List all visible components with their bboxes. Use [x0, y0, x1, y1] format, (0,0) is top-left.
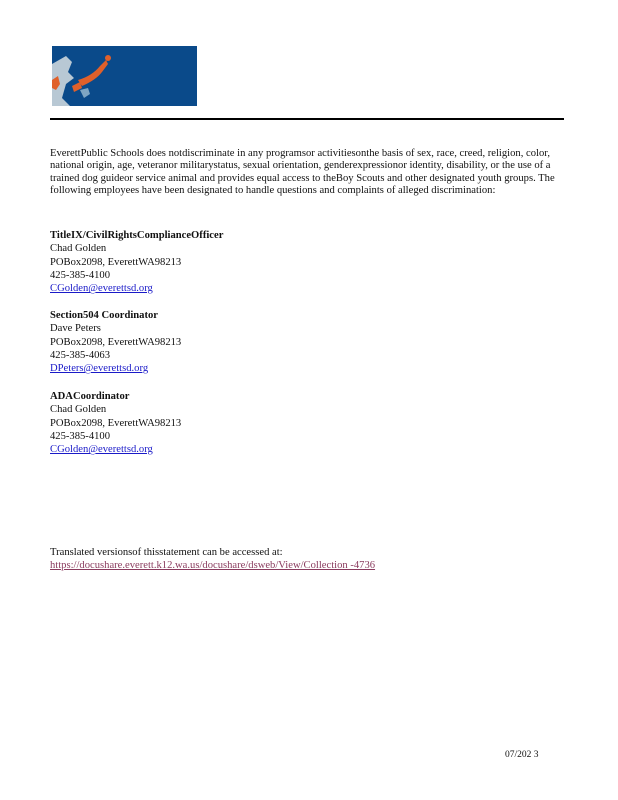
- district-logo-icon: [52, 46, 197, 106]
- contact-email-link[interactable]: CGolden@everettsd.org: [50, 283, 153, 295]
- contact-block-section-504: [50, 309, 181, 375]
- contact-block-title-ix: [50, 229, 223, 295]
- contact-title: Section504 Coordinator: [50, 310, 158, 321]
- contact-name: Chad Golden: [50, 243, 107, 255]
- contact-email-link[interactable]: CGolden@everettsd.org: [50, 444, 153, 456]
- contact-phone: 425-385-4100: [50, 430, 111, 442]
- contact-email-link[interactable]: DPeters@everettsd.org: [50, 363, 149, 375]
- translated-label: Translated versionsof thisstatement can be accessed at:: [50, 547, 283, 558]
- translated-link[interactable]: https://docushare.everett.k12.wa.us/docushare/dsweb/View/Collection -4736: [50, 560, 376, 572]
- contact-phone: 425-385-4100: [50, 269, 111, 281]
- contact-phone: 425-385-4063: [50, 349, 111, 361]
- footer-date: 07/202 3: [505, 750, 539, 760]
- contact-address: POBox2098, EverettWA98213: [50, 417, 182, 429]
- contact-address: POBox2098, EverettWA98213: [50, 336, 182, 348]
- header-rule: [50, 118, 564, 120]
- contact-title: TitleIX/CivilRightsComplianceOfficer: [50, 230, 224, 241]
- contact-title: ADACoordinator: [50, 391, 130, 402]
- contact-block-ada: [50, 390, 181, 456]
- nondiscrimination-statement: EverettPublic Schools does notdiscriminate in any programsor activitiesonthe basis of sex, race, creed, religion, color, national origin, age, veteranor militarystatus, sexual orientation, genderexpressionor identity, disability, or the use of a trained dog guideor service animal and provides equal access to theBoy Scouts and other designated youth groups. The following employees have been designated to handle questions and complaints of alleged discrimination:: [50, 148, 555, 196]
- translated-versions: [50, 546, 375, 573]
- contact-name: Chad Golden: [50, 404, 107, 416]
- contact-name: Dave Peters: [50, 323, 101, 335]
- contact-address: POBox2098, EverettWA98213: [50, 256, 182, 268]
